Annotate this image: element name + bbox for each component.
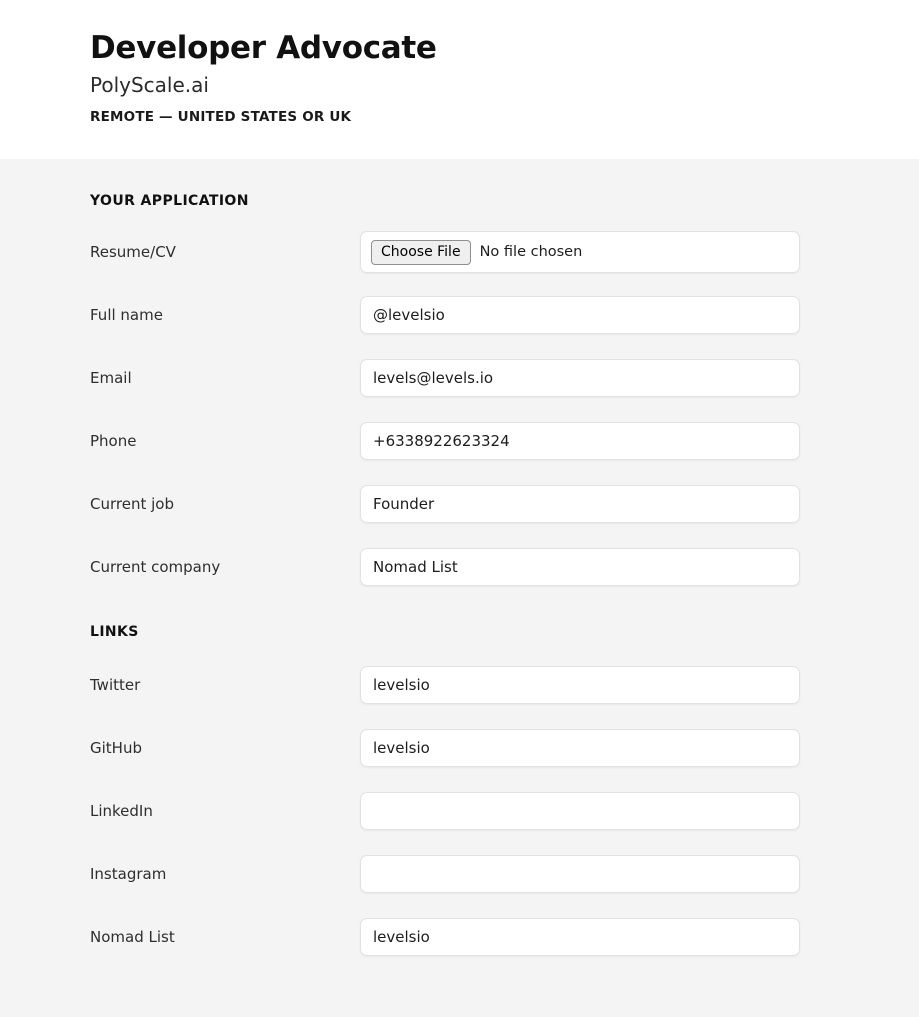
application-form	[0, 159, 919, 1017]
field-control-current-job	[360, 485, 800, 523]
field-row-github	[0, 725, 919, 771]
section-title-links: LINKS	[90, 624, 139, 641]
field-control-phone	[360, 422, 800, 460]
twitter-input[interactable]	[360, 666, 800, 704]
field-row-instagram	[0, 851, 919, 897]
field-row-resume	[0, 229, 919, 275]
choose-file-button[interactable]: Choose File	[371, 240, 471, 265]
field-control-twitter	[360, 666, 800, 704]
page-title: Developer Advocate	[90, 30, 437, 66]
field-row-email	[0, 355, 919, 401]
current-company-input[interactable]	[360, 548, 800, 586]
field-control-github	[360, 729, 800, 767]
job-header	[0, 0, 919, 159]
phone-input[interactable]	[360, 422, 800, 460]
field-row-twitter	[0, 662, 919, 708]
field-label-github: GitHub	[90, 739, 142, 758]
field-control-nomad-list	[360, 918, 800, 956]
field-control-email	[360, 359, 800, 397]
company-name: PolyScale.ai	[90, 73, 209, 98]
field-row-current-company	[0, 544, 919, 590]
nomad-list-input[interactable]	[360, 918, 800, 956]
full-name-input[interactable]	[360, 296, 800, 334]
field-label-linkedin: LinkedIn	[90, 802, 153, 821]
field-label-instagram: Instagram	[90, 865, 167, 884]
field-label-current-job: Current job	[90, 495, 174, 514]
github-input[interactable]	[360, 729, 800, 767]
field-control-current-company	[360, 548, 800, 586]
field-row-current-job	[0, 481, 919, 527]
job-header-inner	[0, 30, 919, 125]
field-label-resume: Resume/CV	[90, 243, 176, 262]
instagram-input[interactable]	[360, 855, 800, 893]
field-label-phone: Phone	[90, 432, 137, 451]
file-status-label: No file chosen	[479, 244, 583, 261]
field-control-resume	[360, 231, 800, 273]
linkedin-input[interactable]	[360, 792, 800, 830]
field-label-email: Email	[90, 369, 132, 388]
current-job-input[interactable]	[360, 485, 800, 523]
field-label-twitter: Twitter	[90, 676, 141, 695]
field-label-full-name: Full name	[90, 306, 163, 325]
field-control-linkedin	[360, 792, 800, 830]
field-row-nomad-list	[0, 914, 919, 960]
field-label-nomad-list: Nomad List	[90, 928, 175, 947]
field-control-instagram	[360, 855, 800, 893]
field-row-linkedin	[0, 788, 919, 834]
field-row-phone	[0, 418, 919, 464]
section-title-your-application: YOUR APPLICATION	[90, 193, 249, 210]
field-label-current-company: Current company	[90, 558, 221, 577]
email-field[interactable]	[360, 359, 800, 397]
resume-file-input[interactable]	[360, 231, 800, 273]
field-control-full-name	[360, 296, 800, 334]
job-location: REMOTE — UNITED STATES OR UK	[90, 109, 352, 126]
field-row-full-name	[0, 292, 919, 338]
